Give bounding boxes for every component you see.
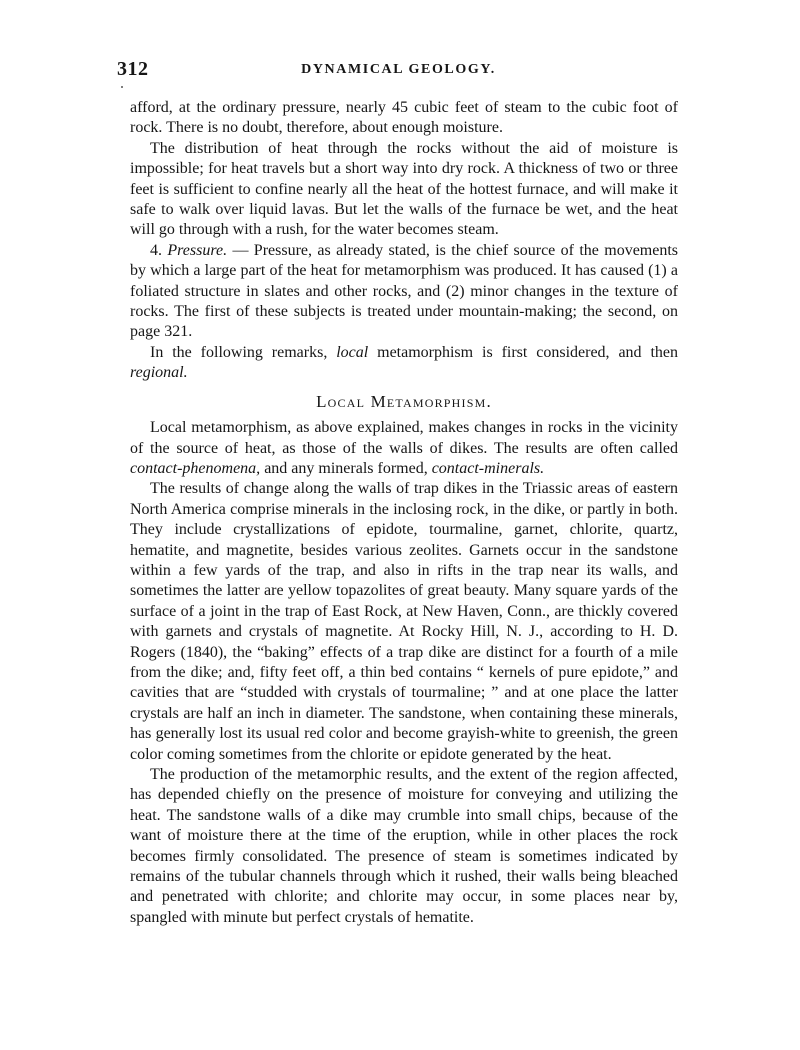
body-text — [130, 98, 678, 928]
page-number: 312 — [117, 58, 149, 80]
paragraph — [130, 765, 678, 928]
paragraph — [130, 418, 678, 479]
paragraph — [130, 241, 678, 343]
stray-mark — [121, 86, 123, 88]
paragraph — [130, 479, 678, 765]
text-run: 4. — [150, 241, 168, 259]
italic-text: local — [336, 343, 369, 361]
italic-text: contact-phenomena, — [130, 459, 261, 477]
italic-text: Pressure. — [167, 241, 228, 259]
text-run: The distribution of heat through the rocks without the aid of moisture is impossible; for heat travels but a short way into dry rock. A thickness of two or three feet is sufficient to confine nearly all the heat of the hottest furnace, and will make it safe to walk over liquid lavas. But let the walls of the furnace be wet, and the heat will go through with a rush, for the water becomes steam. — [130, 139, 678, 239]
paragraph — [130, 98, 678, 139]
section-heading: Local Metamorphism. — [316, 391, 492, 411]
text-run: metamorphism is first considered, and then — [368, 343, 678, 361]
text-run: and any minerals formed, — [260, 459, 432, 477]
text-run: The production of the metamorphic results, and the extent of the region affected, has depended chiefly on the presence of moisture for conveying and utilizing the heat. The sandstone walls of a dike may crumble into small chips, because of the want of moisture there at the time of the eruption, while in other places the rock becomes firmly consolidated. The presence of steam is sometimes indicated by remains of the tubular channels through which it rushed, their walls being bleached and penetrated with chlorite; and chlorite may occur, in some places near by, spangled with minute but perfect crystals of hematite. — [130, 766, 678, 926]
page-header — [117, 58, 680, 82]
text-run: The results of change along the walls of trap dikes in the Triassic areas of eastern North America comprise minerals in the inclosing rock, in the dike, or partly in both. They include crystallizations of epidote, tourmaline, garnet, chlorite, quartz, hematite, and magnetite, besides various zeolites. Garnets occur in the sandstone within a few yards of the trap, and also in rifts in the trap near its walls, and sometimes the latter are yellow topazolites of great beauty. Many square yards of the surface of a joint in the trap of East Rock, at New Haven, Conn., are thickly covered with garnets and crystals of magnetite. At Rocky Hill, N. J., according to H. D. Rogers (1840), the “baking” effects of a trap dike are distinct for a fourth of a mile from the dike; and, fifty feet off, a thin bed contains “ kernels of pure epidote,” and cavities that are “studded with crystals of tourmaline; ” and at one place the latter crystals are half an inch in diameter. The sandstone, when containing these minerals, has generally lost its usual red color and become grayish-white to greenish, the green color coming sometimes from the chlorite or epidote generated by the heat. — [130, 480, 678, 763]
paragraph — [130, 139, 678, 241]
text-run: afford, at the ordinary pressure, nearly 45 cubic feet of steam to the cubic foot of rock. There is no doubt, therefore, about enough moisture. — [130, 99, 678, 137]
text-run: Local metamorphism, as above explained, makes changes in rocks in the vicinity of the source of heat, as those of the walls of dikes. The results are often called — [130, 419, 678, 457]
paragraph — [130, 343, 678, 384]
text-run: — Pressure, as already stated, is the chief source of the movements by which a large part of the heat for metamorphism was produced. It has caused (1) a foliated structure in slates and other rocks, and (2) minor changes in the texture of rocks. The first of these subjects is treated under mountain-making; the second, on page 321. — [130, 241, 679, 341]
italic-text: contact-minerals. — [431, 459, 545, 477]
running-head: DYNAMICAL GEOLOGY. — [301, 62, 496, 77]
section-paragraphs — [130, 418, 678, 928]
italic-text: regional. — [130, 364, 188, 382]
text-run: In the following remarks, — [150, 343, 337, 361]
intro-paragraphs — [130, 98, 678, 384]
